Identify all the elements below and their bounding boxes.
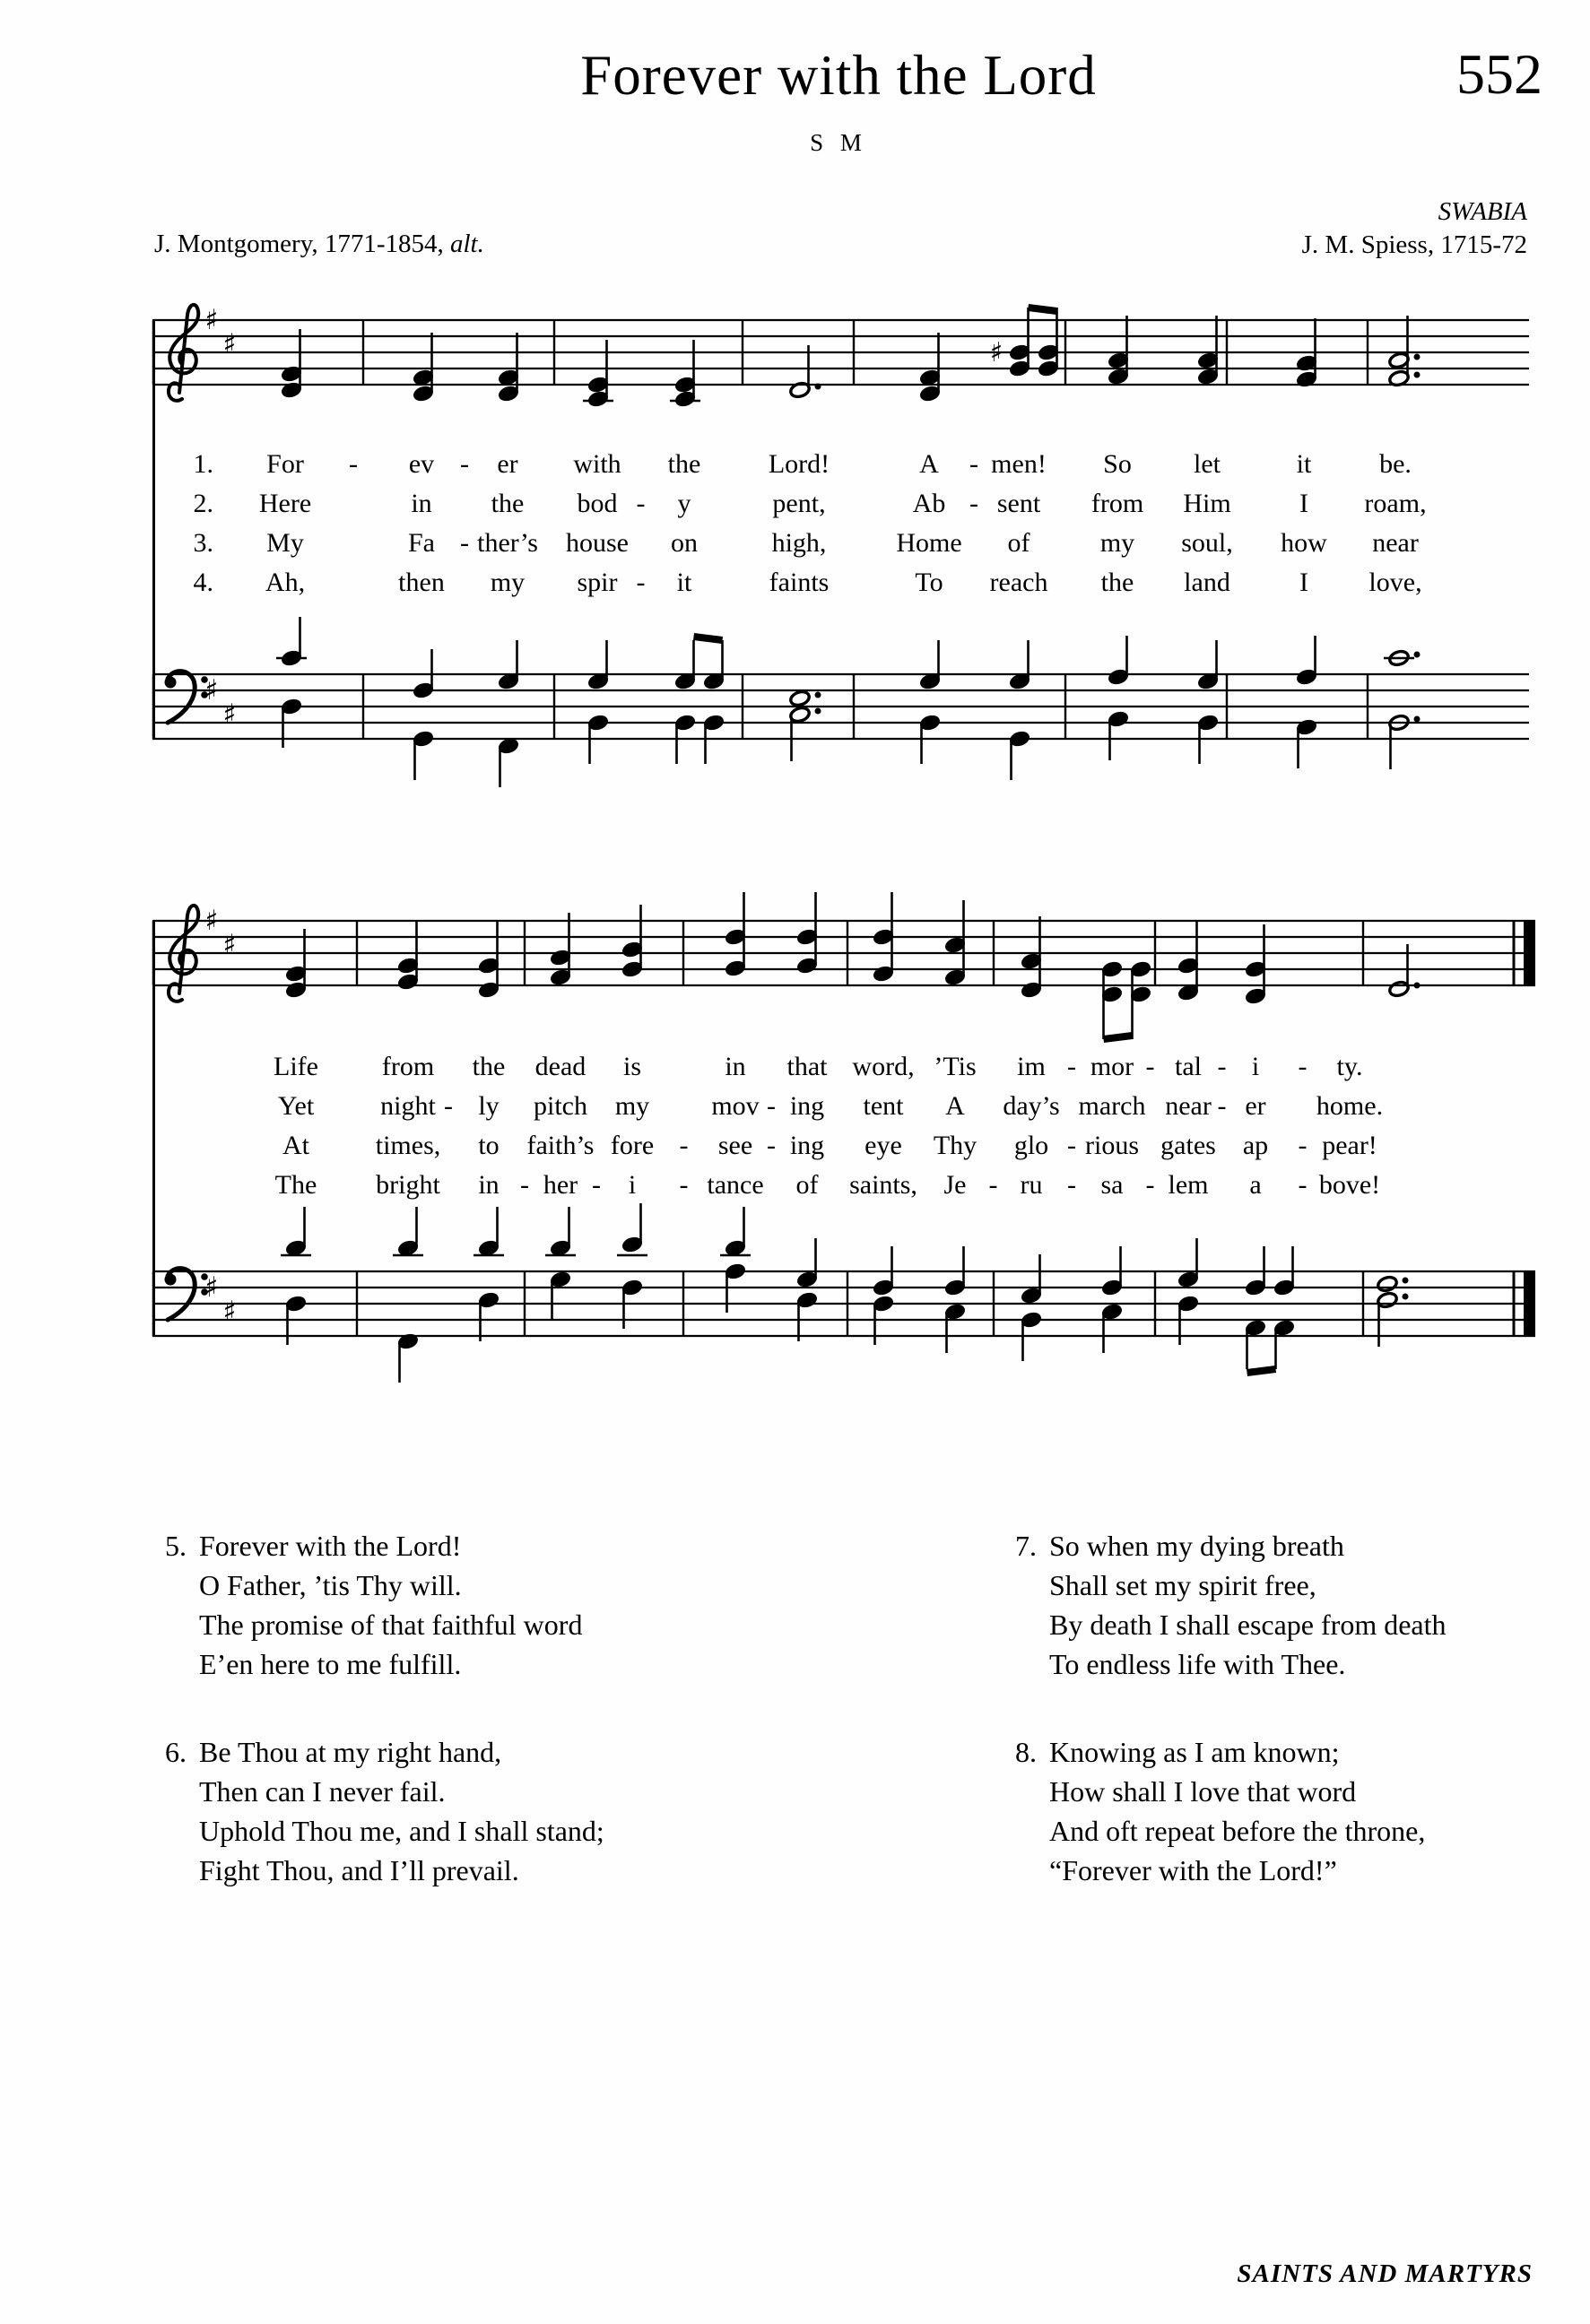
note-column (1101, 960, 1151, 1039)
lyric-syllable: in (411, 489, 432, 518)
lyric-hyphen: - (1217, 1091, 1227, 1121)
lyric-syllable: in (478, 1170, 500, 1200)
lyric-syllable: rious (1085, 1131, 1139, 1160)
note-column (944, 1246, 966, 1353)
note-column (617, 1203, 647, 1329)
lyric-syllable: At (282, 1131, 309, 1160)
lyric-syllable: of (795, 1170, 819, 1200)
verse-line: Knowing as I am known; (1049, 1736, 1340, 1768)
lyric-hyphen: - (1298, 1131, 1308, 1160)
lyric-syllable: from (1090, 489, 1144, 518)
verse-line: Fight Thou, and I’ll prevail. (199, 1854, 519, 1886)
note-column (621, 905, 643, 978)
verse-line: And oft repeat before the throne, (1049, 1815, 1426, 1847)
stanza-number: 4. (193, 568, 213, 597)
lyric-syllable: tal (1175, 1052, 1202, 1081)
lyric-syllable: night (380, 1091, 436, 1121)
note-column (725, 892, 746, 977)
verse-block (165, 1732, 604, 1890)
note-column (1021, 1254, 1042, 1361)
lyric-syllable: it (676, 568, 692, 597)
lyric-syllable: pear! (1322, 1131, 1377, 1160)
lyric-syllable: saints, (849, 1170, 917, 1200)
verse-line: Then can I never fail. (199, 1775, 446, 1808)
note-column (1021, 916, 1042, 999)
lyric-syllable: high, (771, 528, 827, 558)
lyric-syllable: The (274, 1170, 317, 1200)
note-column (944, 900, 966, 986)
note-column (1197, 640, 1219, 764)
lyric-syllable: tance (707, 1170, 764, 1200)
lyric-hyphen: - (1067, 1052, 1076, 1081)
verse-line: Shall set my spirit free, (1049, 1569, 1316, 1601)
lyric-syllable: ing (789, 1091, 825, 1121)
note-column (1197, 316, 1219, 386)
lyric-syllable: ty. (1336, 1052, 1363, 1081)
lyric-hyphen: - (969, 449, 978, 479)
note-column (1296, 636, 1317, 768)
lyric-hyphen: - (1217, 1052, 1227, 1081)
note-column (1101, 1246, 1123, 1353)
lyric-syllable: Ah, (265, 568, 306, 597)
verse-line: To endless life with Thee. (1049, 1648, 1346, 1680)
lyric-syllable: the (491, 489, 525, 518)
lyric-syllable: let (1194, 449, 1221, 479)
lyric-syllable: the (472, 1052, 506, 1081)
lyric-hyphen: - (636, 489, 646, 518)
note-column (789, 689, 821, 761)
note-column (285, 929, 307, 999)
lyric-syllable: ’Tis (934, 1052, 977, 1081)
verse-line: So when my dying breath (1049, 1530, 1344, 1562)
lyric-syllable: home. (1316, 1091, 1384, 1121)
note-column (1177, 1238, 1199, 1345)
lyric-syllable: glo (1013, 1131, 1049, 1160)
lyric-hyphen: - (520, 1170, 529, 1200)
note-column (990, 308, 1059, 377)
note-column (281, 1207, 311, 1345)
treble-staff-2 (0, 885, 1590, 1046)
lyric-syllable: faints (769, 568, 830, 597)
lyric-hyphen: - (1067, 1131, 1076, 1160)
note-column (550, 913, 571, 986)
lyric-syllable: bove! (1318, 1170, 1381, 1200)
lyric-hyphen: - (679, 1131, 689, 1160)
lyric-syllable: soul, (1181, 528, 1233, 558)
lyric-syllable: To (915, 568, 943, 597)
svg-text:♯: ♯ (989, 337, 1004, 369)
note-column (474, 1207, 504, 1341)
hymn-number: 552 (1456, 42, 1542, 106)
lyric-syllable: the (667, 449, 701, 479)
note-column (674, 637, 725, 764)
lyric-syllable: is (622, 1052, 642, 1081)
lyric-hyphen: - (592, 1170, 601, 1200)
lyric-syllable: reach (989, 568, 1048, 597)
lyric-hyphen: - (767, 1091, 776, 1121)
lyric-syllable: be. (1379, 449, 1412, 479)
lyric-syllable: with (573, 449, 621, 479)
verse-line: Be Thou at my right hand, (199, 1736, 502, 1768)
page-title: Forever with the Lord (580, 44, 1097, 107)
lyric-syllable: to (478, 1131, 500, 1160)
lyric-hyphen: - (1145, 1170, 1155, 1200)
lyric-syllable: Home (896, 528, 962, 558)
lyric-syllable: Thy (933, 1131, 977, 1160)
lyric-hyphen: - (460, 449, 469, 479)
lyric-syllable: lem (1168, 1170, 1209, 1200)
lyric-syllable: A (945, 1091, 965, 1121)
lyric-syllable: Ab (912, 489, 946, 518)
lyric-syllable: near (1372, 528, 1419, 558)
lyric-syllable: pent, (772, 489, 826, 518)
lyric-syllable: spir (577, 568, 618, 597)
lyric-syllable: A (919, 449, 939, 479)
note-column (796, 1238, 818, 1341)
lyric-syllable: house (566, 528, 629, 558)
lyric-syllable: ap (1242, 1131, 1269, 1160)
lyric-syllable: day’s (1003, 1091, 1060, 1121)
meter-label: S M (810, 129, 867, 156)
note-column (498, 640, 519, 787)
verse-line: Forever with the Lord! (199, 1530, 462, 1562)
lyric-syllable: ru (1020, 1170, 1043, 1200)
lyric-syllable: ther’s (477, 528, 538, 558)
stanza-number: 1. (193, 449, 213, 479)
lyric-syllable: her (543, 1170, 578, 1200)
note-column (413, 649, 434, 780)
lyric-syllable: my (490, 568, 526, 597)
note-column (1108, 636, 1129, 760)
lyric-syllable: er (497, 449, 518, 479)
lyric-syllable: roam, (1364, 489, 1427, 518)
note-column (281, 329, 302, 399)
lyric-syllable: I (1299, 489, 1308, 518)
note-column (397, 921, 419, 991)
lyric-syllable: i (628, 1170, 637, 1200)
verse-block (1015, 1526, 1447, 1684)
lyric-hyphen: - (969, 489, 978, 518)
lyric-syllable: I (1299, 568, 1308, 597)
note-column (478, 921, 500, 999)
lyric-syllable: sa (1100, 1170, 1124, 1200)
bass-staff-1 (0, 638, 1590, 800)
lyric-syllable: Life (274, 1052, 318, 1081)
note-column (1384, 649, 1421, 769)
key-signature-sharp: ♯ (222, 929, 237, 961)
lyric-syllable: then (398, 568, 445, 597)
lyric-syllable: see (717, 1131, 753, 1160)
lyric-syllable: it (1296, 449, 1312, 479)
lyric-syllable: of (1007, 528, 1030, 558)
lyric-syllable: ev (408, 449, 435, 479)
author-name: J. Montgomery, 1771-1854, (154, 230, 450, 258)
lyric-syllable: My (266, 528, 304, 558)
lyric-syllable: mor (1090, 1052, 1134, 1081)
lyric-syllable: times, (375, 1131, 441, 1160)
lyric-syllable: i (1251, 1052, 1260, 1081)
lyric-syllable: near (1165, 1091, 1212, 1121)
tune-name: SWABIA (1438, 197, 1527, 226)
verse-line: O Father, ’tis Thy will. (199, 1569, 462, 1601)
lyric-syllable: So (1103, 449, 1132, 479)
tune-attribution (1302, 195, 1527, 262)
lyric-syllable: er (1245, 1091, 1266, 1121)
note-column (919, 640, 941, 764)
lyric-syllable: march (1078, 1091, 1146, 1121)
lyric-hyphen: - (349, 449, 358, 479)
lyric-hyphen: - (679, 1170, 689, 1200)
author-alt: alt. (450, 230, 484, 258)
lyric-hyphen: - (444, 1091, 453, 1121)
lyric-syllable: on (671, 528, 698, 558)
lyric-syllable: in (725, 1052, 746, 1081)
lyric-syllable: bright (376, 1170, 440, 1200)
system-barline (152, 921, 155, 1336)
lyric-syllable: fore (610, 1131, 655, 1160)
note-column (1108, 316, 1129, 386)
lyric-syllable: love, (1368, 568, 1422, 597)
verse-number: 8. (1015, 1736, 1037, 1768)
verse-line: The promise of that faithful word (199, 1609, 583, 1641)
key-signature-sharp: ♯ (204, 304, 219, 336)
lyric-syllable: word, (852, 1052, 915, 1081)
verse-block (165, 1526, 583, 1684)
lyric-syllable: sent (996, 489, 1041, 518)
verse-line: How shall I love that word (1049, 1775, 1357, 1808)
verse-number: 6. (165, 1736, 187, 1768)
note-column (873, 1246, 894, 1345)
note-column (1245, 1246, 1295, 1373)
lyric-syllable: the (1100, 568, 1134, 597)
lyric-syllable: For (266, 449, 304, 479)
lyric-syllable: that (786, 1052, 828, 1081)
system-barline (152, 320, 155, 739)
note-column (583, 340, 613, 408)
section-category: SAINTS AND MARTYRS (1237, 2259, 1533, 2288)
lyric-syllable: pitch (534, 1091, 587, 1121)
lyric-syllable: how (1281, 528, 1327, 558)
lyric-syllable: from (381, 1052, 435, 1081)
key-signature-sharp: ♯ (204, 1271, 219, 1304)
verse-number: 5. (165, 1530, 187, 1562)
key-signature-sharp: ♯ (222, 698, 237, 731)
lyric-syllable: bod (577, 489, 618, 518)
lyric-hyphen: - (1298, 1052, 1308, 1081)
verse-block (1015, 1732, 1426, 1890)
lyric-syllable: a (1249, 1170, 1262, 1200)
stanza-number: 2. (193, 489, 213, 518)
lyric-hyphen: - (460, 528, 469, 558)
note-column (796, 892, 818, 975)
verse-line: By death I shall escape from death (1049, 1609, 1447, 1641)
key-signature-sharp: ♯ (204, 674, 219, 707)
lyric-syllable: ly (478, 1091, 500, 1121)
verse-line: Uphold Thou me, and I shall stand; (199, 1815, 604, 1847)
note-column (393, 1207, 423, 1383)
bass-staff-2 (0, 1236, 1590, 1397)
verse-line: E’en here to me fulfill. (199, 1648, 462, 1680)
composer-line: J. M. Spiess, 1715-72 (1301, 230, 1527, 259)
treble-staff-1 (0, 284, 1590, 446)
lyric-syllable: dead (534, 1052, 586, 1081)
lyric-hyphen: - (1298, 1170, 1308, 1200)
lyric-syllable: men! (991, 449, 1047, 479)
note-column (670, 340, 700, 408)
lyric-syllable: ing (789, 1131, 825, 1160)
lyric-syllable: my (614, 1091, 650, 1121)
lyric-syllable: Him (1183, 489, 1231, 518)
lyric-syllable: land (1184, 568, 1230, 597)
note-column (1009, 640, 1030, 780)
lyric-hyphen: - (767, 1131, 776, 1160)
lyric-syllable: tent (863, 1091, 904, 1121)
note-column (1177, 921, 1199, 1002)
verse-number: 7. (1015, 1530, 1037, 1562)
lyric-hyphen: - (988, 1170, 998, 1200)
lyric-syllable: Here (258, 489, 312, 518)
lyric-syllable: Je (943, 1170, 967, 1200)
stanza-number: 3. (193, 528, 213, 558)
lyric-syllable: y (677, 489, 691, 518)
lyric-syllable: Fa (408, 528, 435, 558)
lyric-syllable: im (1017, 1052, 1046, 1081)
lyric-hyphen: - (1067, 1170, 1076, 1200)
lyric-syllable: mov (711, 1091, 760, 1121)
lyric-syllable: Lord! (768, 449, 830, 479)
note-column (587, 640, 609, 764)
lyric-syllable: faith’s (526, 1131, 595, 1160)
lyric-syllable: my (1099, 528, 1135, 558)
note-column (276, 617, 307, 748)
key-signature-sharp: ♯ (222, 1296, 237, 1328)
key-signature-sharp: ♯ (204, 905, 219, 937)
lyric-hyphen: - (1145, 1052, 1155, 1081)
lyric-syllable: Yet (277, 1091, 315, 1121)
key-signature-sharp: ♯ (222, 328, 237, 360)
verse-line: “Forever with the Lord!” (1049, 1854, 1337, 1886)
lyric-syllable: gates (1160, 1131, 1216, 1160)
note-column (720, 1207, 751, 1313)
lyric-hyphen: - (636, 568, 646, 597)
lyric-syllable: eye (865, 1131, 902, 1160)
author-line (154, 230, 484, 259)
